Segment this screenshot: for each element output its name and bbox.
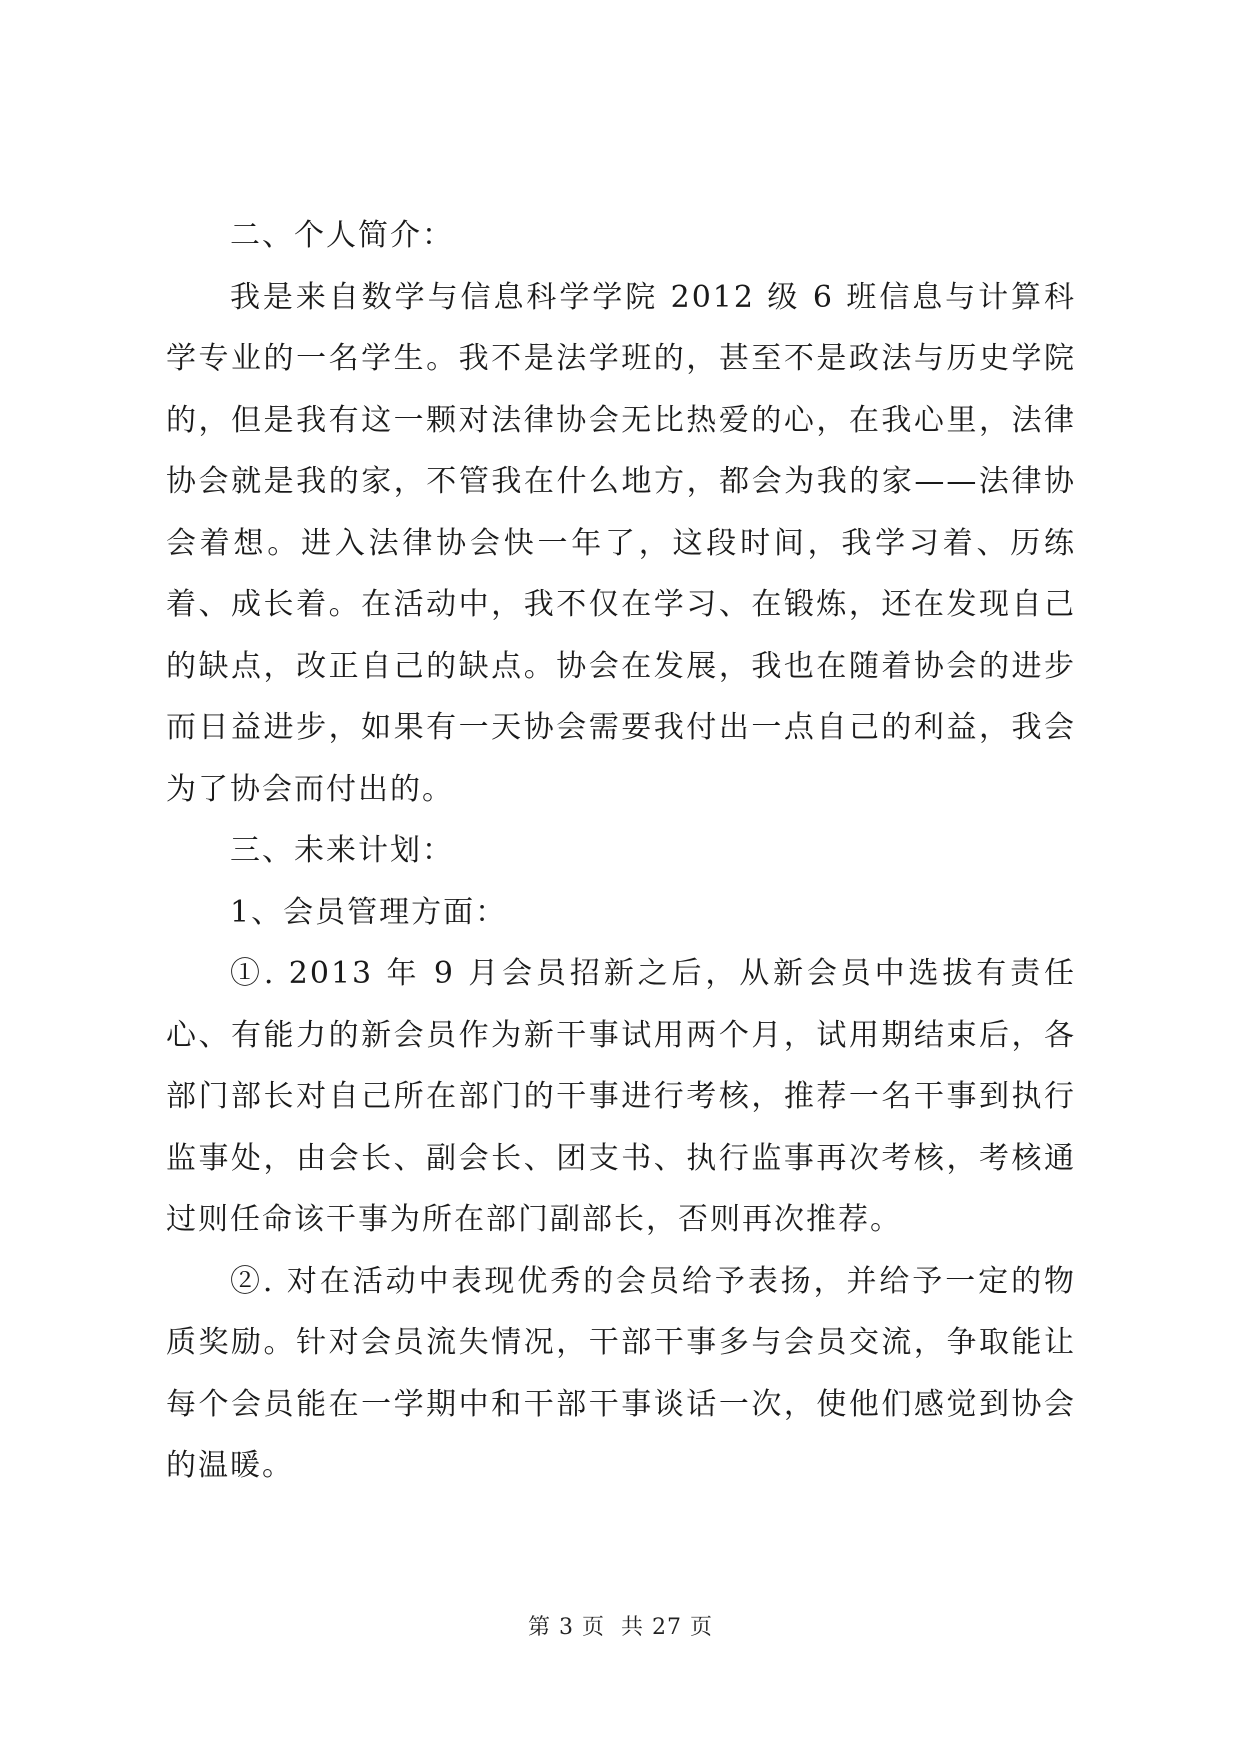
document-body [166, 205, 1076, 1497]
page-footer [0, 1610, 1241, 1641]
profile-paragraph: 我是来自数学与信息科学学院 2012 级 6 班信息与计算科学专业的一名学生。我不是法学班的，甚至不是政法与历史学院的，但是我有这一颗对法律协会无比热爱的心，在我心里，法律协会就是我的家，不管我在什么地方，都会为我的家——法律协会着想。进入法律协会快一年了，这段时间，我学习着、历练着、成长着。在活动中，我不仅在学习、在锻炼，还在发现自己的缺点，改正自己的缺点。协会在发展，我也在随着协会的进步而日益进步，如果有一天协会需要我付出一点自己的利益，我会为了协会而付出的。 [166, 279, 1076, 807]
plan-item-1: ①. 2013 年 9 月会员招新之后，从新会员中选拔有责任心、有能力的新会员作为新干事试用两个月，试用期结束后，各部门部长对自己所在部门的干事进行考核，推荐一名干事到执行监事处，由会长、副会长、团支书、执行监事再次考核，考核通过则任命该干事为所在部门副部长，否则再次推荐。 [166, 956, 1076, 1237]
section-heading-plan: 三、未来计划： [230, 833, 454, 868]
section-heading-profile: 二、个人简介： [230, 218, 454, 253]
plan-item-2: ②. 对在活动中表现优秀的会员给予表扬，并给予一定的物质奖励。针对会员流失情况，干部干事多与会员交流，争取能让每个会员能在一学期中和干部干事谈话一次，使他们感觉到协会的温暖。 [166, 1263, 1076, 1483]
page-number: 第 3 页 共 27 页 [528, 1615, 713, 1640]
subheading-member-management: 1、会员管理方面： [230, 894, 508, 930]
